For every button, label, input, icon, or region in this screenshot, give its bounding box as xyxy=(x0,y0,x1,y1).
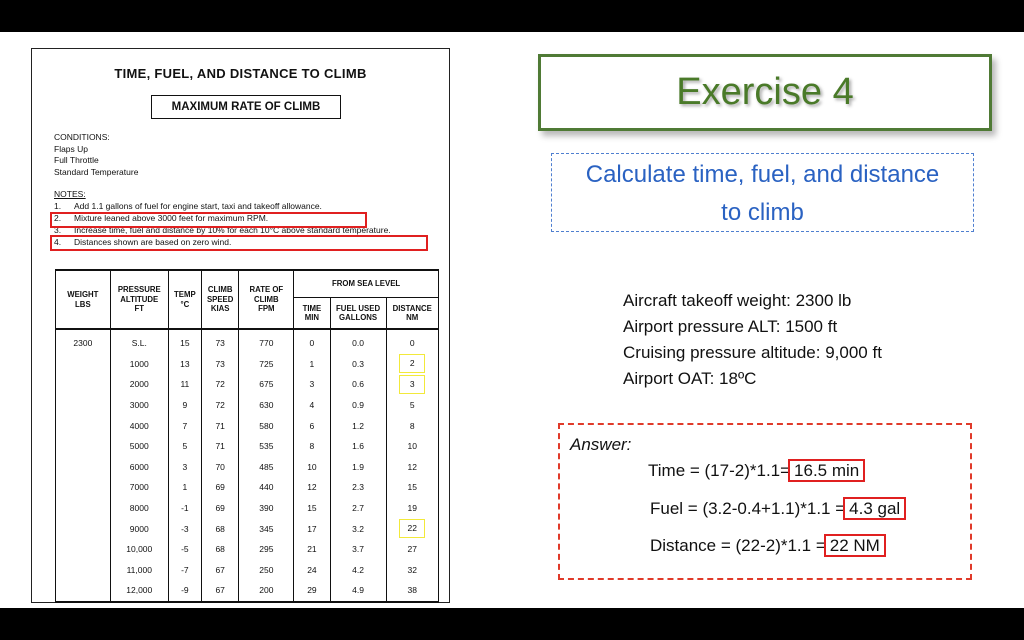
cell-distance: 19 xyxy=(386,498,439,519)
table-row xyxy=(56,436,439,457)
condition-item: Flaps Up xyxy=(54,143,89,154)
cell-altitude: 6000 xyxy=(110,457,168,478)
cell-altitude: 3000 xyxy=(110,395,168,416)
cell-fpm: 725 xyxy=(239,354,294,375)
header-time: TIME MIN xyxy=(294,298,330,330)
table-row xyxy=(56,477,439,498)
cell-altitude: 2000 xyxy=(110,374,168,395)
cell-time: 1 xyxy=(294,354,330,375)
cell-time: 0 xyxy=(294,329,330,354)
cell-fpm: 390 xyxy=(239,498,294,519)
cell-distance: 27 xyxy=(386,539,439,560)
answer-box xyxy=(558,423,972,580)
cell-fpm: 345 xyxy=(239,518,294,539)
cell-temp: 3 xyxy=(168,457,201,478)
cell-kias: 72 xyxy=(201,374,239,395)
cell-altitude: 4000 xyxy=(110,415,168,436)
cell-time: 17 xyxy=(294,518,330,539)
cell-temp: 15 xyxy=(168,329,201,354)
given-airport-alt: Airport pressure ALT: 1500 ft xyxy=(623,317,838,336)
cell-weight xyxy=(56,477,111,498)
answer-fuel: Fuel = (3.2-0.4+1.1)*1.1 = 4.3 gal xyxy=(650,499,906,519)
cell-altitude: 1000 xyxy=(110,354,168,375)
cell-weight: 2300 xyxy=(56,329,111,354)
cell-distance xyxy=(386,374,439,395)
cell-weight xyxy=(56,354,111,375)
chart-title: TIME, FUEL, AND DISTANCE TO CLIMB xyxy=(114,66,367,81)
cell-fuel: 4.9 xyxy=(330,580,386,602)
cell-temp: 9 xyxy=(168,395,201,416)
cell-altitude: 10,000 xyxy=(110,539,168,560)
task-line-2: to climb xyxy=(721,199,804,226)
note-1-highlight xyxy=(50,212,367,228)
given-data xyxy=(623,288,882,392)
condition-item: Full Throttle xyxy=(54,155,99,165)
given-cruise-alt: Cruising pressure altitude: 9,000 ft xyxy=(623,343,882,362)
distance-marker: 2 xyxy=(399,354,425,373)
task-box xyxy=(551,153,974,232)
header-from-sea-level: FROM SEA LEVEL xyxy=(294,270,439,298)
header-weight: WEIGHT LBS xyxy=(56,270,111,329)
cell-temp: 13 xyxy=(168,354,201,375)
table-row xyxy=(56,415,439,436)
cell-temp: 5 xyxy=(168,436,201,457)
cell-kias: 67 xyxy=(201,580,239,602)
table-row xyxy=(56,560,439,581)
table-row xyxy=(56,354,439,375)
cell-fuel: 3.2 xyxy=(330,518,386,539)
cell-weight xyxy=(56,395,111,416)
cell-fuel: 0.6 xyxy=(330,374,386,395)
header-rate-of-climb: RATE OF CLIMB FPM xyxy=(239,270,294,329)
note-3-highlight xyxy=(50,235,428,251)
table-row xyxy=(56,329,439,354)
header-temp: TEMP °C xyxy=(168,270,201,329)
answer-time-value: 16.5 min xyxy=(788,459,865,482)
cell-kias: 69 xyxy=(201,477,239,498)
cell-fuel: 0.3 xyxy=(330,354,386,375)
cell-altitude: S.L. xyxy=(110,329,168,354)
cell-fuel: 0.0 xyxy=(330,329,386,354)
table-row xyxy=(56,498,439,519)
cell-time: 3 xyxy=(294,374,330,395)
cell-altitude: 11,000 xyxy=(110,560,168,581)
cell-fpm: 250 xyxy=(239,560,294,581)
climb-table xyxy=(55,269,439,603)
mode-label: MAXIMUM RATE OF CLIMB xyxy=(151,95,341,119)
cell-distance xyxy=(386,354,439,375)
cell-fpm: 440 xyxy=(239,477,294,498)
answer-distance: Distance = (22-2)*1.1 = 22 NM xyxy=(650,536,886,556)
cell-distance: 5 xyxy=(386,395,439,416)
cell-time: 15 xyxy=(294,498,330,519)
cell-kias: 68 xyxy=(201,518,239,539)
answer-distance-value: 22 NM xyxy=(824,534,886,557)
given-weight: Aircraft takeoff weight: 2300 lb xyxy=(623,291,852,310)
cell-fuel: 4.2 xyxy=(330,560,386,581)
header-distance: DISTANCE NM xyxy=(386,298,439,330)
cell-temp: 7 xyxy=(168,415,201,436)
table-row xyxy=(56,395,439,416)
cell-fuel: 3.7 xyxy=(330,539,386,560)
table-row xyxy=(56,457,439,478)
cell-altitude: 12,000 xyxy=(110,580,168,602)
answer-time: Time = (17-2)*1.1= 16.5 min xyxy=(648,461,865,481)
condition-item: Standard Temperature xyxy=(54,166,139,177)
conditions-header: CONDITIONS: xyxy=(54,132,110,142)
cell-weight xyxy=(56,560,111,581)
cell-temp: 1 xyxy=(168,477,201,498)
cell-kias: 69 xyxy=(201,498,239,519)
cell-kias: 71 xyxy=(201,436,239,457)
distance-marker: 3 xyxy=(399,375,425,394)
cell-fuel: 1.6 xyxy=(330,436,386,457)
cell-altitude: 9000 xyxy=(110,518,168,539)
cell-kias: 71 xyxy=(201,415,239,436)
cell-kias: 67 xyxy=(201,560,239,581)
answer-label: Answer: xyxy=(570,435,632,454)
cell-temp: -3 xyxy=(168,518,201,539)
cell-fpm: 580 xyxy=(239,415,294,436)
cell-time: 12 xyxy=(294,477,330,498)
cell-distance: 10 xyxy=(386,436,439,457)
cell-time: 21 xyxy=(294,539,330,560)
cell-distance: 0 xyxy=(386,329,439,354)
cell-kias: 73 xyxy=(201,354,239,375)
cell-time: 10 xyxy=(294,457,330,478)
note-1: 1. Add 1.1 gallons of fuel for engine start, taxi and takeoff allowance. xyxy=(54,201,322,211)
cell-fuel: 0.9 xyxy=(330,395,386,416)
cell-weight xyxy=(56,457,111,478)
note-3: 3. Increase time, fuel and distance by 10% for each 10°C above standard temperature. xyxy=(54,225,391,235)
cell-fuel: 2.3 xyxy=(330,477,386,498)
slide xyxy=(0,32,1024,608)
cell-fuel: 2.7 xyxy=(330,498,386,519)
cell-kias: 72 xyxy=(201,395,239,416)
cell-kias: 73 xyxy=(201,329,239,354)
cell-weight xyxy=(56,518,111,539)
cell-time: 29 xyxy=(294,580,330,602)
answer-fuel-value: 4.3 gal xyxy=(843,497,906,520)
table-row xyxy=(56,374,439,395)
cell-weight xyxy=(56,374,111,395)
note-2: 2. Mixture leaned above 3000 feet for maximum RPM. xyxy=(54,213,269,223)
cell-distance: 15 xyxy=(386,477,439,498)
cell-time: 8 xyxy=(294,436,330,457)
task-line-1: Calculate time, fuel, and distance xyxy=(585,161,940,188)
table-row xyxy=(56,539,439,560)
header-climb-speed: CLIMB SPEED KIAS xyxy=(201,270,239,329)
cell-altitude: 5000 xyxy=(110,436,168,457)
cell-weight xyxy=(56,415,111,436)
cell-distance: 12 xyxy=(386,457,439,478)
cell-temp: -5 xyxy=(168,539,201,560)
climb-performance-chart xyxy=(31,48,450,603)
cell-fuel: 1.9 xyxy=(330,457,386,478)
cell-weight xyxy=(56,498,111,519)
cell-fuel: 1.2 xyxy=(330,415,386,436)
distance-marker: 22 xyxy=(399,519,425,538)
cell-temp: -1 xyxy=(168,498,201,519)
given-oat: Airport OAT: 18ºC xyxy=(623,369,757,388)
cell-fpm: 675 xyxy=(239,374,294,395)
table-row xyxy=(56,518,439,539)
exercise-title: Exercise 4 xyxy=(676,71,854,113)
cell-distance: 38 xyxy=(386,580,439,602)
cell-distance: 32 xyxy=(386,560,439,581)
exercise-title-box xyxy=(538,54,992,131)
cell-distance xyxy=(386,518,439,539)
cell-fpm: 485 xyxy=(239,457,294,478)
cell-fpm: 200 xyxy=(239,580,294,602)
cell-time: 24 xyxy=(294,560,330,581)
cell-fpm: 535 xyxy=(239,436,294,457)
cell-weight xyxy=(56,436,111,457)
cell-weight xyxy=(56,539,111,560)
cell-time: 6 xyxy=(294,415,330,436)
cell-fpm: 630 xyxy=(239,395,294,416)
cell-kias: 70 xyxy=(201,457,239,478)
cell-time: 4 xyxy=(294,395,330,416)
cell-fpm: 770 xyxy=(239,329,294,354)
header-fuel-used: FUEL USED GALLONS xyxy=(330,298,386,330)
table-row xyxy=(56,580,439,602)
note-4: 4. Distances shown are based on zero wind. xyxy=(54,237,232,247)
cell-temp: 11 xyxy=(168,374,201,395)
notes-header: NOTES: xyxy=(54,189,86,199)
cell-distance: 8 xyxy=(386,415,439,436)
cell-altitude: 8000 xyxy=(110,498,168,519)
cell-kias: 68 xyxy=(201,539,239,560)
conditions-block xyxy=(54,132,138,178)
cell-temp: -7 xyxy=(168,560,201,581)
cell-fpm: 295 xyxy=(239,539,294,560)
cell-altitude: 7000 xyxy=(110,477,168,498)
cell-weight xyxy=(56,580,111,602)
header-pressure-altitude: PRESSURE ALTITUDE FT xyxy=(110,270,168,329)
cell-temp: -9 xyxy=(168,580,201,602)
